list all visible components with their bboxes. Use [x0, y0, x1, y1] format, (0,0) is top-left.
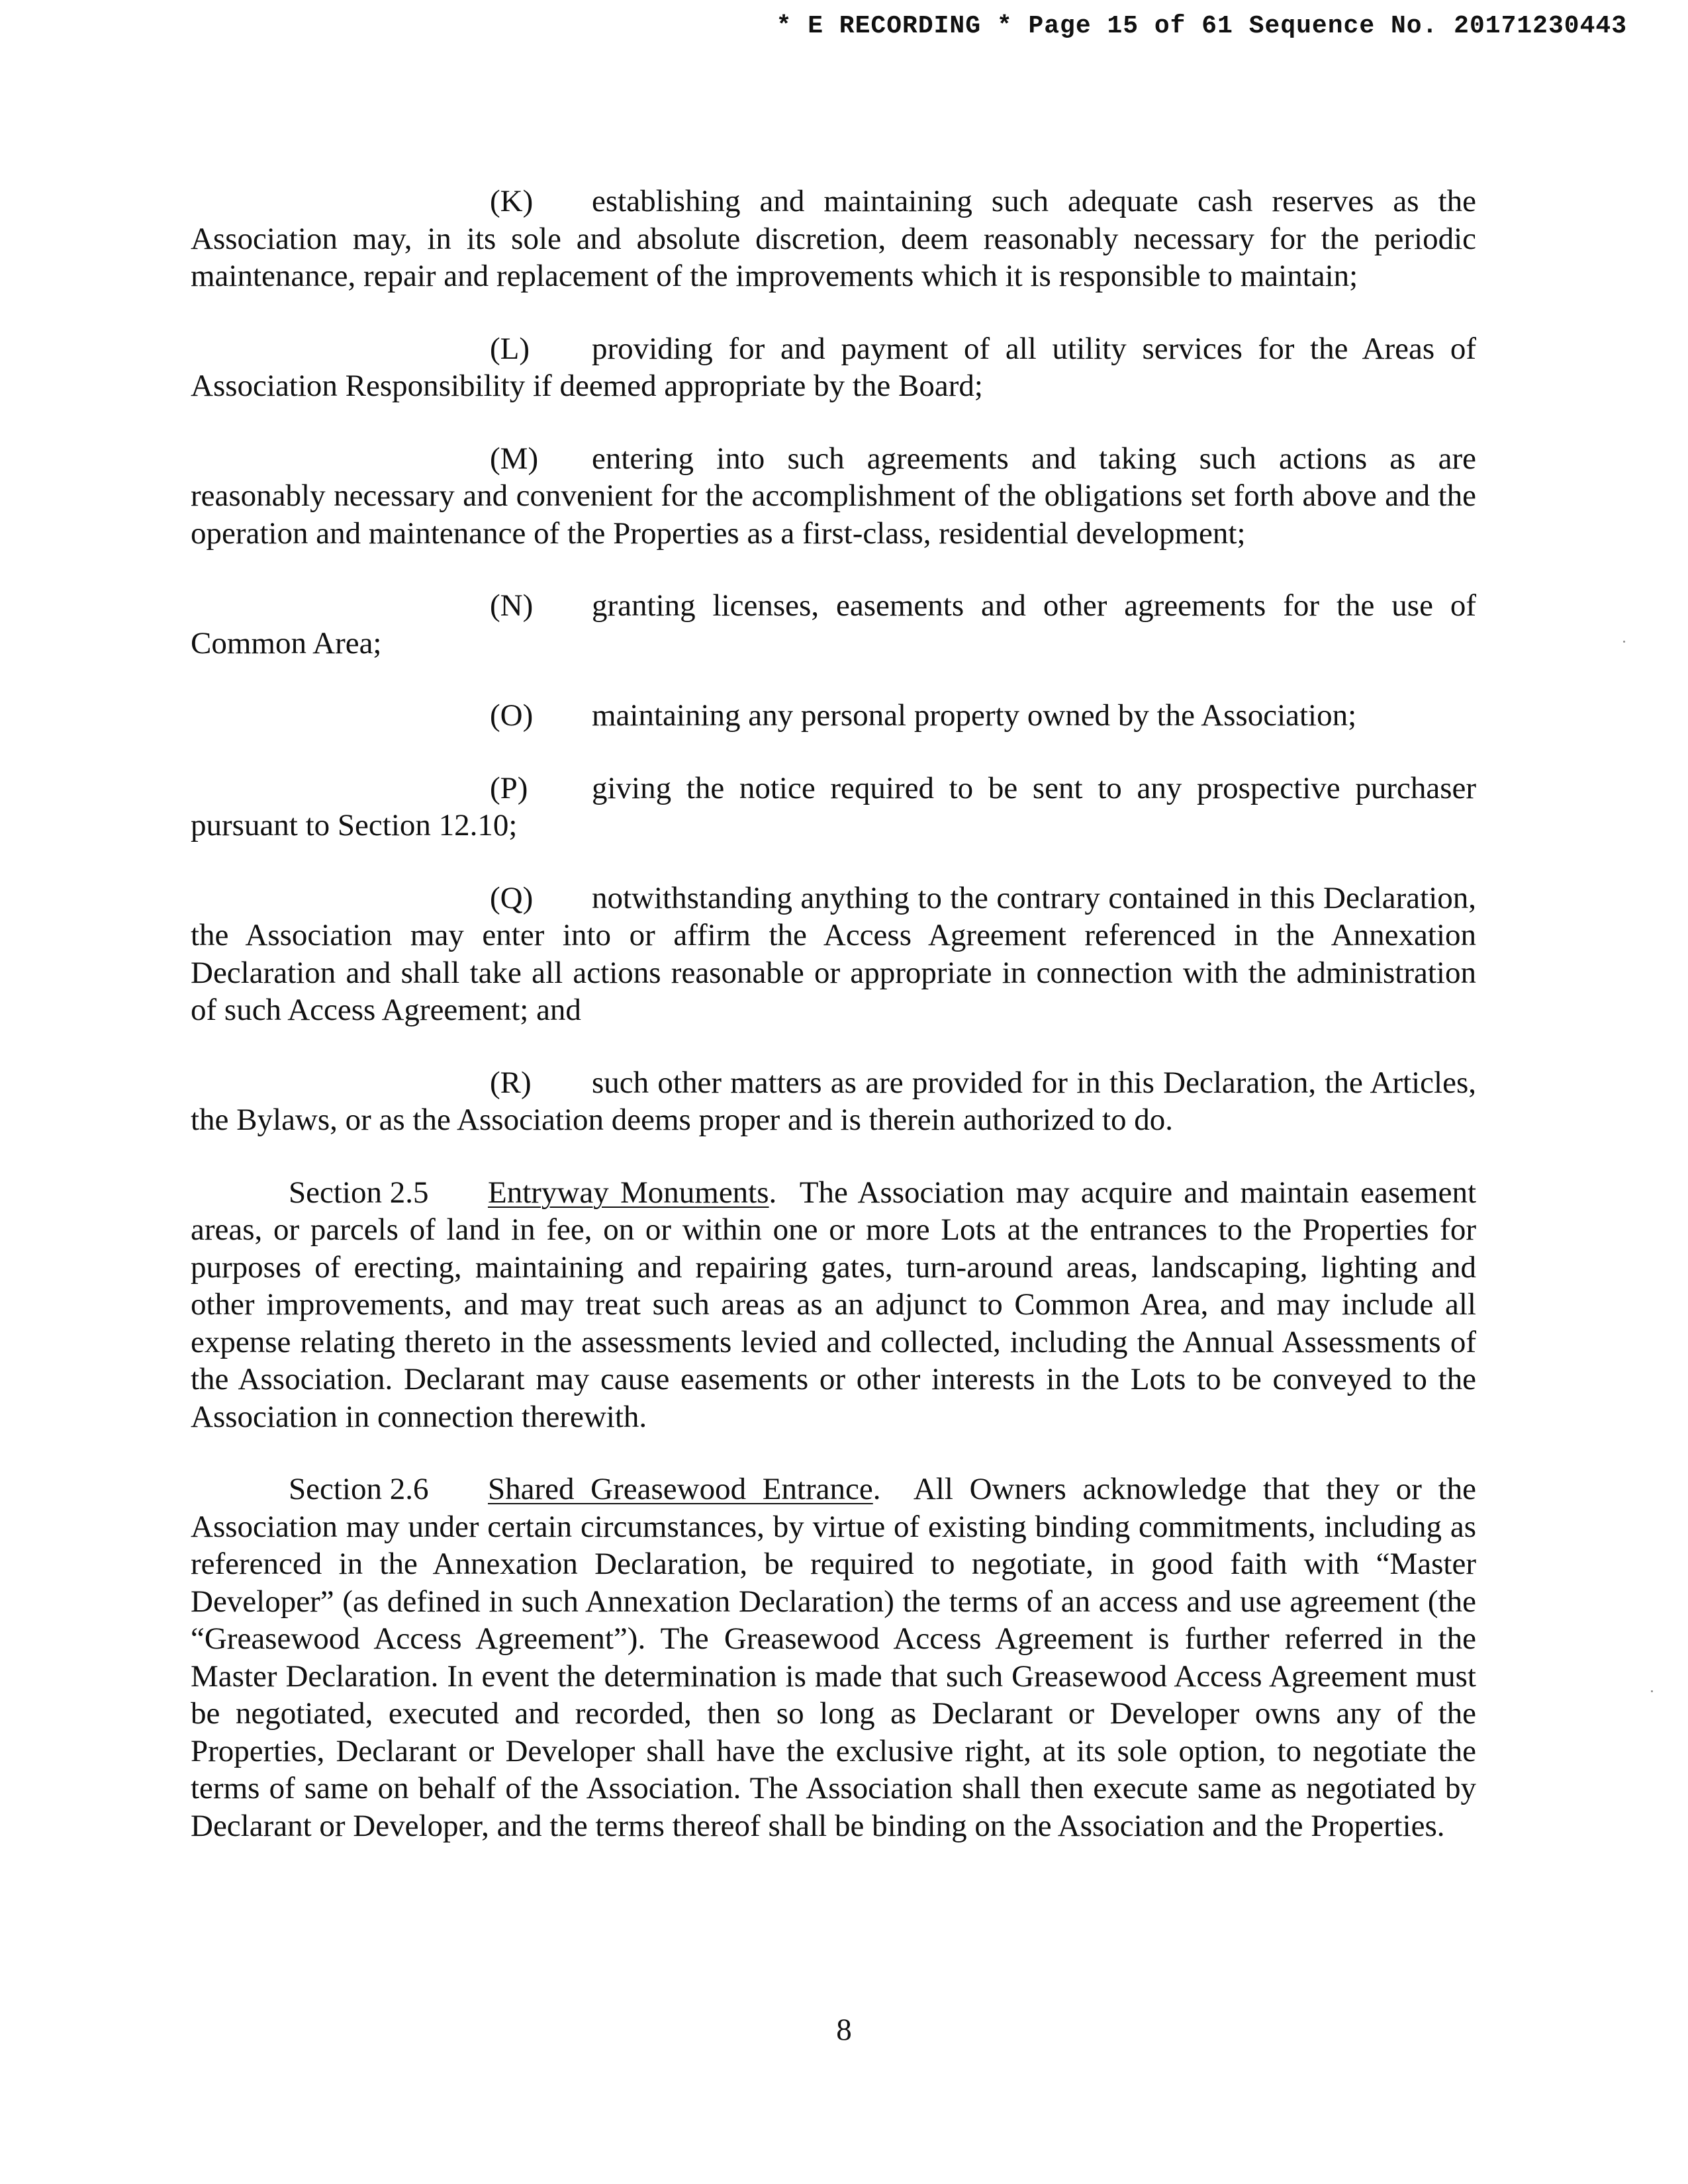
section-title: Shared Greasewood Entrance	[488, 1472, 873, 1506]
item-label: (R)	[490, 1065, 532, 1100]
item-label: (P)	[490, 770, 528, 805]
paragraph-q	[191, 880, 1476, 1029]
item-label: (N)	[490, 588, 534, 623]
item-text: providing for and payment of all utility services for the Areas of Association Responsibility if deemed appropriate by the Board;	[191, 331, 1476, 403]
item-label: (K)	[490, 184, 534, 218]
item-text: establishing and maintaining such adequate cash reserves as the Association may, in its sole and absolute discretion, deem reasonably necessary for the periodic maintenance, repair and replacement of the improvements which it is responsible to maintain;	[191, 184, 1476, 293]
item-text: notwithstanding anything to the contrary contained in this Declaration, the Association may enter into or affirm the Access Agreement referenced in the Annexation Declaration and shall take all actions reasonable or appropriate in connection with the administration of such Access Agreement; and	[191, 880, 1476, 1027]
section-number: Section 2.5	[289, 1175, 429, 1210]
section-2-6: Section 2.6 Shared Greasewood Entrance. All Owners acknowledge that they or the Association may under certain circumstances, by virtue of existing binding commitments, including as referenced in the Annexation Declaration, be required to negotiate, in good faith with “Master Developer” (as defined in such Annexation Declaration) the terms of an access and use agreement (the “Greasewood Access Agreement”). The Greasewood Access Agreement is further referred in the Master Declaration. In event the determination is made that such Greasewood Access Agreement must be negotiated, executed and recorded, then so long as Declarant or Developer owns any of the Properties, Declarant or Developer shall have the exclusive right, at its sole option, to negotiate the terms of same on behalf of the Association. The Association shall then execute same as negotiated by Declarant or Developer, and the terms thereof shall be binding on the Association and the Properties.	[191, 1472, 1477, 1843]
paragraph-continuation: pursuant to Section 12.10;	[191, 808, 518, 842]
scan-speck	[1623, 641, 1625, 643]
item-text: entering into such agreements and taking such actions as are reasonably necessary and convenient for the accomplishment of the obligations set forth above and the operation and maintenance of the Properties as a first-class, residential development;	[191, 441, 1476, 551]
item-text: granting licenses, easements and other agreements for the use of	[592, 588, 1476, 623]
paragraph-l	[191, 330, 1476, 405]
page-number: 8	[836, 2013, 852, 2047]
section-text: All Owners acknowledge that they or the Association may under certain circumstances, by virtue of existing binding commitments, including as referenced in the Annexation Declaration, be required to negotiate, in good faith with “Master Developer” (as defined in such Annexation Declaration) the terms of an access and use agreement (the “Greasewood Access Agreement”). The Greasewood Access Agreement is further referred in the Master Declaration. In event the determination is made that such Greasewood Access Agreement must be negotiated, executed and recorded, then so long as Declarant or Developer owns any of the Properties, Declarant or Developer shall have the exclusive right, at its sole option, to negotiate the terms of same on behalf of the Association. The Association shall then execute same as negotiated by Declarant or Developer, and the terms thereof shall be binding on the Association and the Properties.	[191, 1472, 1477, 1843]
paragraph-n	[191, 587, 1476, 662]
item-label: (L)	[490, 331, 530, 366]
item-label: (O)	[490, 698, 534, 733]
paragraph-r	[191, 1064, 1476, 1139]
paragraph-o	[191, 697, 1476, 735]
paragraph-first-line	[191, 770, 1476, 807]
paragraph-continuation: Common Area;	[191, 625, 382, 660]
item-label: (Q)	[490, 880, 534, 915]
paragraph-k	[191, 183, 1476, 295]
paragraph-first-line	[191, 587, 1476, 625]
paragraph-m	[191, 440, 1476, 553]
item-text: giving the notice required to be sent to any prospective purchaser	[592, 770, 1476, 805]
item-label: (M)	[490, 441, 539, 476]
scan-speck	[1651, 1690, 1653, 1692]
item-text: maintaining any personal property owned by the Association;	[592, 698, 1357, 733]
section-title: Entryway Monuments	[488, 1175, 769, 1210]
item-text: such other matters as are provided for in this Declaration, the Articles, the Bylaws, or as the Association deems proper and is therein authorized to do.	[191, 1065, 1476, 1137]
paragraph-p	[191, 770, 1476, 844]
section-2-5: Section 2.5 Entryway Monuments. The Association may acquire and maintain easement areas, or parcels of land in fee, on or within one or more Lots at the entrances to the Properties for purposes of erecting, maintaining and repairing gates, turn-around areas, landscaping, lighting and other improvements, and may treat such areas as an adjunct to Common Area, and may include all expense relating thereto in the assessments levied and collected, including the Annual Assessments of the Association. Declarant may cause easements or other interests in the Lots to be conveyed to the Association in connection therewith.	[191, 1175, 1477, 1434]
section-text: The Association may acquire and maintain easement areas, or parcels of land in fee, on or within one or more Lots at the entrances to the Properties for purposes of erecting, maintaining and repairing gates, turn-around areas, landscaping, lighting and other improvements, and may treat such areas as an adjunct to Common Area, and may include all expense relating thereto in the assessments levied and collected, including the Annual Assessments of the Association. Declarant may cause easements or other interests in the Lots to be conveyed to the Association in connection therewith.	[191, 1175, 1477, 1434]
document-body	[191, 183, 1476, 1880]
section-number: Section 2.6	[289, 1472, 429, 1506]
recording-header: * E RECORDING * Page 15 of 61 Sequence No. 20171230443	[776, 12, 1627, 40]
